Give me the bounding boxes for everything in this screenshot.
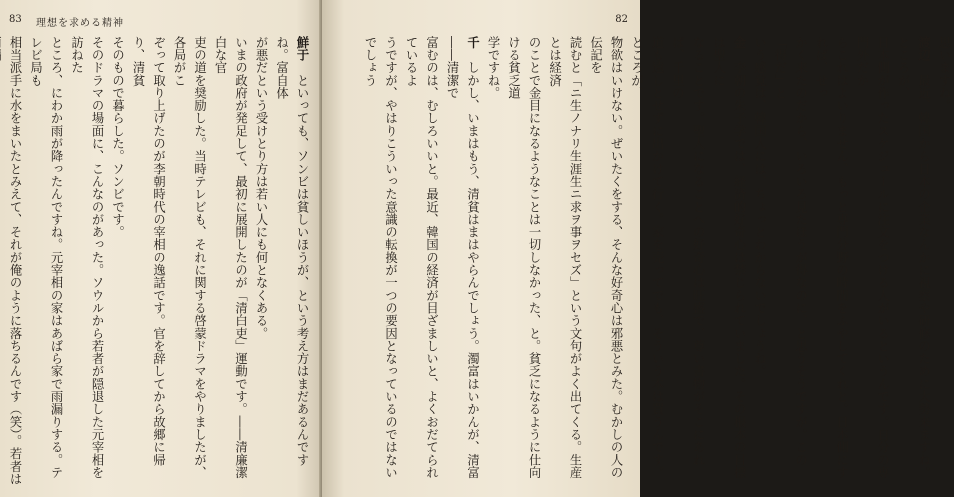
line-text: ぞって取り上げたのが李朝時代の宰相の逸話です。官を辞してから故郷に帰り、清貧 — [131, 36, 166, 467]
line-text: らこれはよいりません、もっと専門分野の時間をふやしてくれと。日本側にすれば、せっ — [814, 36, 849, 479]
text-line — [708, 36, 749, 488]
page-number: 82 — [615, 14, 628, 25]
text-line — [210, 36, 251, 488]
line-text: 相当派手に水をまいたとみえて、それが俺のように落ちるんです（笑）。若者は — [8, 36, 22, 486]
line-text: なることです。聖人になることへの好奇心は旺盛で、尊い書物がそこにあれば、千里の — [670, 36, 705, 467]
text-line — [770, 36, 811, 488]
line-text: うですが、やはりこういった意識の転換が一つの要因となっているのではないでしょう — [363, 36, 398, 479]
speaker-name: 渡辺 — [916, 36, 932, 62]
line-text: かく来たのだから、いろいろ見たほうが得なのに、と思うそうですが。この「得だ」と — [773, 36, 808, 467]
text-line — [503, 36, 544, 488]
line-text: 読むと「ニ生ノナリ生涯生ニ求ヲ事ヲセズ」という文句がよく出てくる。生産とは経済 — [547, 36, 582, 479]
text-line — [442, 36, 483, 488]
text-line — [544, 36, 585, 488]
text-line — [852, 36, 893, 488]
line-text: といっても、ソンビは貧しいほうが、という考え方はまだあるんですね。富自体 — [274, 36, 309, 467]
line-text: ところ、にわか雨が降ったんですね。元宰相の家はあばら家で雨漏りする。テレビ局も — [28, 36, 63, 479]
text-line — [626, 36, 667, 488]
text-line — [25, 36, 66, 488]
line-text: 物欲はいけない。ぜいたくをする、そんな好奇心は邪悪とみた。むかしの人の伝記を — [588, 36, 623, 479]
text-line — [271, 36, 312, 488]
line-text: 道も遠しとせずに出かけて行く。家を売ってでも、そういう本は買うんです。ところが、 — [629, 36, 664, 479]
line-text: 最近、韓国から日本の企業なんかに視察や研修のために大勢来ますね。ところが、 — [896, 36, 931, 479]
line-text: いまの政府が発足して、最初に展開したのが「清白吏」運動です。――清廉潔白な官 — [213, 36, 248, 479]
line-text: のことで金目になるようなことは一切しなかった、と。貧乏になるように仕向ける貧乏道 — [506, 36, 541, 479]
speaker-name: 鮮于 — [295, 36, 310, 62]
line-text: 李朝の朱子学では、経済的好奇心は禁じられていました。その根本の目標は聖人に — [711, 36, 746, 479]
line-text: そのドラマの場面に、こんなのがあった。ソウルから若者が隠退した元宰相を訪ねた — [69, 36, 104, 479]
right-page-body — [363, 36, 954, 488]
running-head: 理想を求める精神 — [36, 18, 124, 29]
line-text: 富むのは、むしろいいと。最近、韓国の経済が目ざましいと、よくおだてられているよ — [404, 36, 439, 479]
speaker-name: 金 — [732, 36, 747, 49]
text-line — [401, 36, 442, 488]
text-line — [107, 36, 128, 488]
text-line — [934, 36, 954, 488]
line-text: 学ですね。 — [486, 36, 500, 100]
line-text: が悪だという受けとり方は若い人にも何となくある。 — [254, 36, 268, 340]
text-line — [893, 36, 934, 488]
text-line — [169, 36, 210, 488]
text-line — [0, 36, 25, 488]
text-line — [128, 36, 169, 488]
text-line — [251, 36, 272, 488]
line-text: 吏の道を奨励した。当時テレビも、それに関する啓蒙ドラマをやりましたが、各局がこ — [172, 36, 207, 479]
left-page-body — [10, 36, 312, 488]
text-line — [360, 36, 401, 488]
line-text: 日本側が作ったスケジュールに注文をつける人がいるというんです。自分の専門外だか — [855, 36, 890, 479]
page-number: 83 — [9, 14, 22, 25]
line-text: そのもので暮らした。ソンビです。 — [110, 36, 125, 239]
line-text: いう感覚は、韓国人には、ちょっとわからないでしょうね。 — [752, 36, 767, 378]
text-line — [667, 36, 708, 488]
text-line — [585, 36, 626, 488]
text-line — [483, 36, 504, 488]
left-page — [0, 0, 322, 497]
speaker-name: 千 — [465, 36, 481, 49]
right-page — [322, 0, 951, 497]
text-line — [811, 36, 852, 488]
line-text: しかし、いまはもう、清貧はまはやらんでしょう。濁富はいかんが、清富――清潔で — [445, 36, 480, 479]
text-line — [66, 36, 107, 488]
line-text: 思いますね。 — [937, 36, 951, 112]
text-line — [749, 36, 770, 488]
